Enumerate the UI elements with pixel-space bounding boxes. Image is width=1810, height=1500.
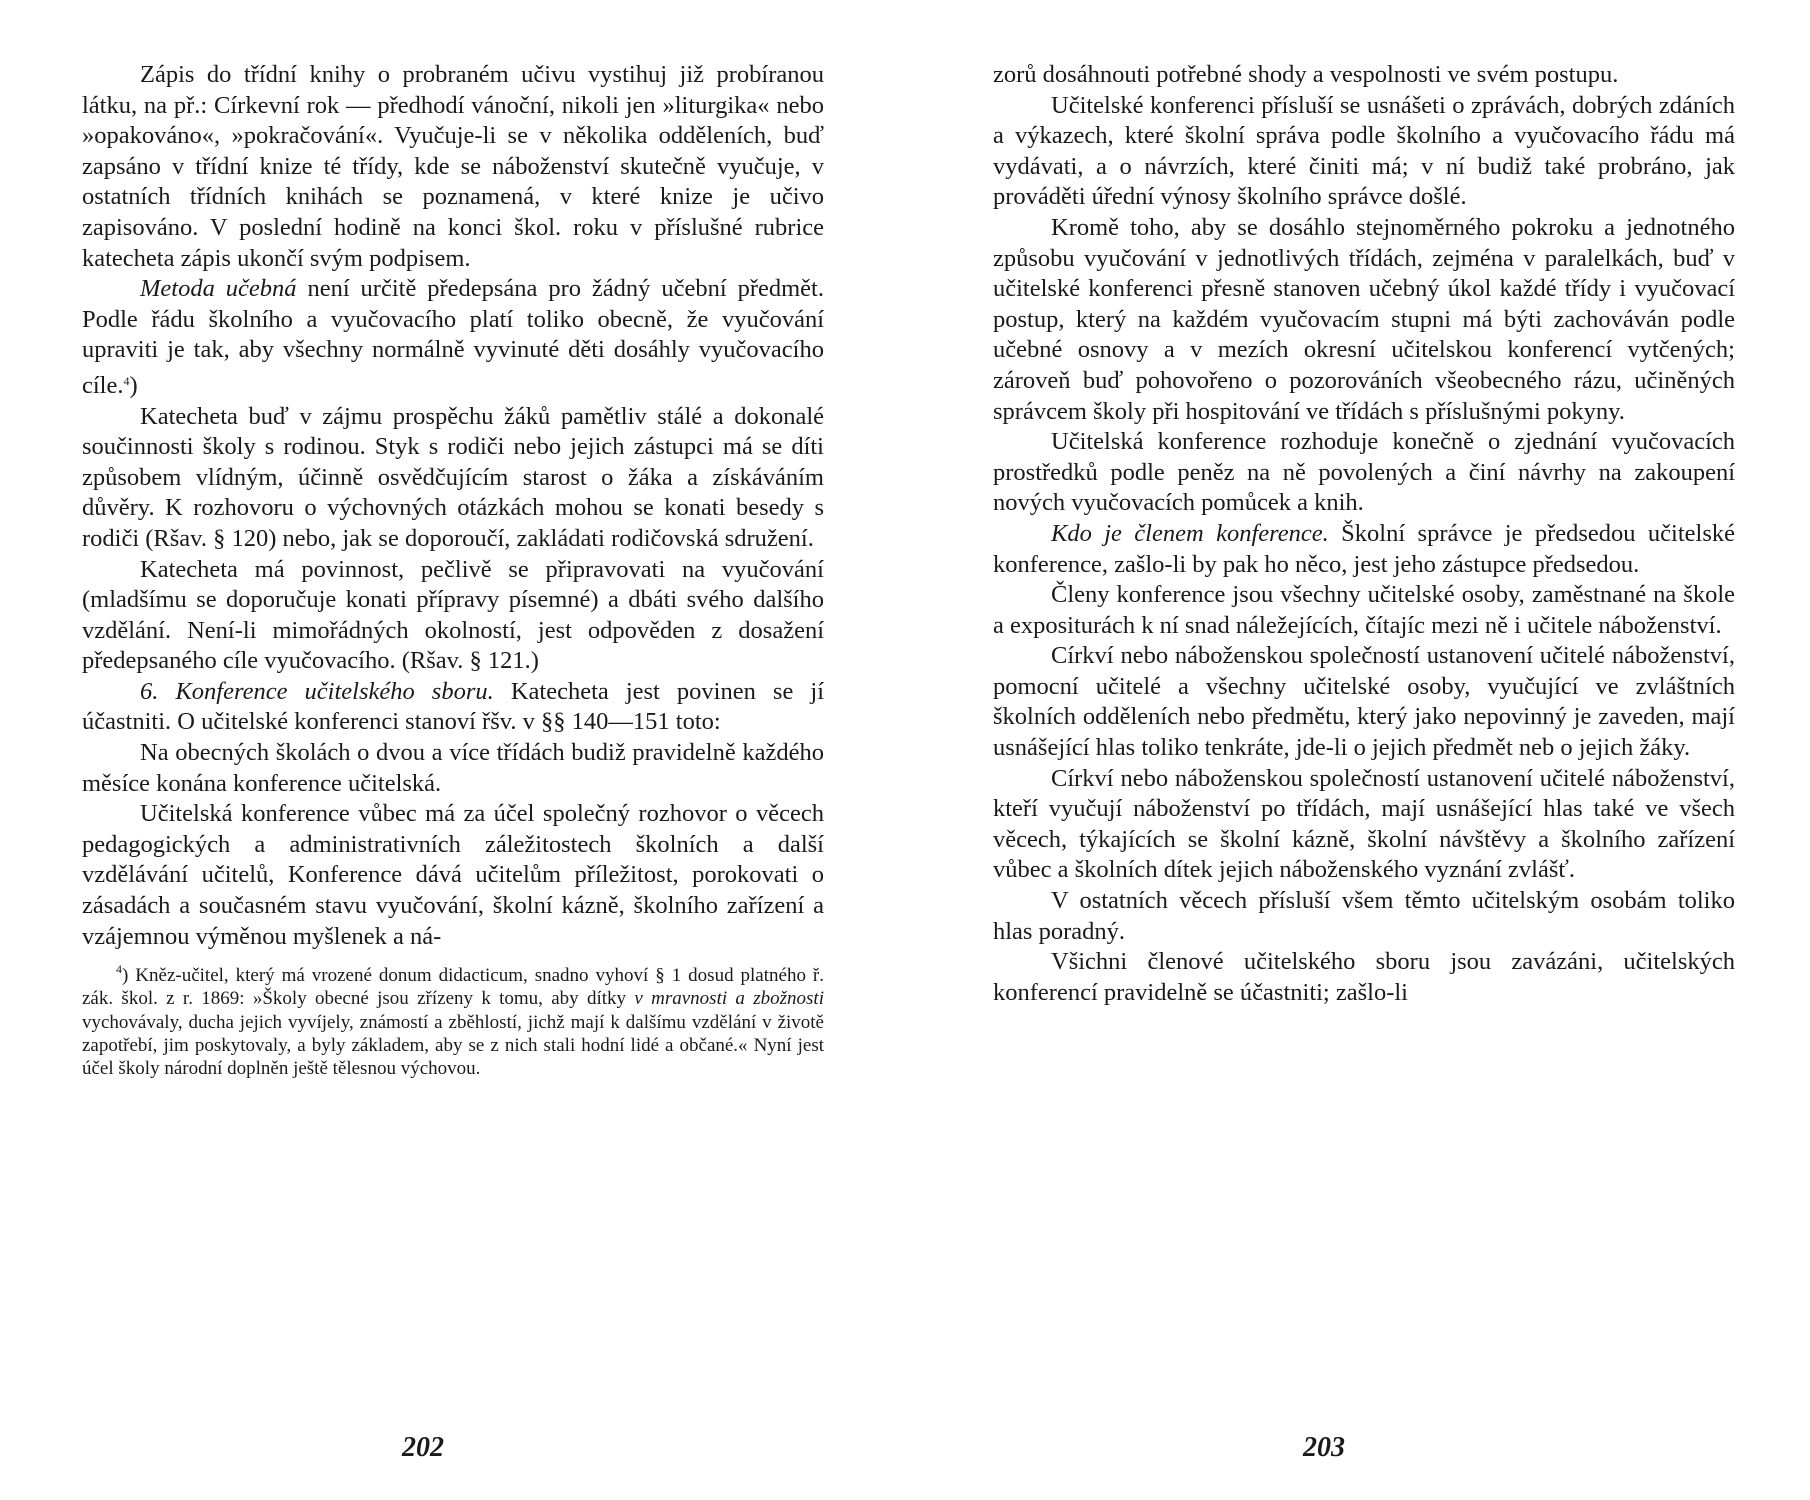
section-heading: Metoda učebná <box>140 275 297 303</box>
footnote: $^4$) Kněz-učitel, který má vrozené donum didacticum, snadno vyhoví § 1 dosud platného ř. zák. škol. z r. 1869: »Školy obecné jsou zřízeny k tomu, aby dítky v mravnosti a zbožnosti vychovávaly, ducha jejich vyvíjely, známostí a zběhlostí, jichž mají k dalšímu vzdělání v životě zapotřebí, jim poskytovaly, a byly základem, aby se z nich stali hodní lidé a občané.« Nyní jest účel školy národní doplněn ještě tělesnou výchovou. <box>82 962 824 1080</box>
paragraph: 6. Konference učitelského sboru. Katecheta jest povinen se jí účastniti. O učitelské konferenci stanoví řšv. v §§ 140—151 toto: <box>82 677 824 736</box>
section-heading: Kdo je členem konference. <box>1051 519 1329 547</box>
paragraph: Všichni členové učitelského sboru jsou zavázáni, učitelských konferencí pravidelně se účastniti; zašlo-li <box>993 948 1735 1006</box>
page-number: 202 <box>402 1432 444 1463</box>
page-number: 203 <box>1303 1432 1345 1463</box>
left-page <box>82 60 824 1480</box>
right-page-text <box>993 60 1735 1008</box>
paragraph: Církví nebo náboženskou společností ustanovení učitelé náboženství, pomocní učitelé a všechny učitelské osoby, vyučující ve zvláštních školních odděleních nebo předmětu, který jako nepovinný je zaveden, mají usnášející hlas toliko tenkráte, jde-li o jejich předmět neb o jejich žáky. <box>993 642 1735 762</box>
paragraph: Metoda učebná není určitě předepsána pro žádný učební předmět. Podle řádu školního a vyučovacího platí toliko obecně, že vyučování upraviti je tak, aby všechny normálně vyvinuté děti dosáhly vyučovacího cíle.$^4$) <box>82 275 824 399</box>
section-heading: 6. Konference učitelského sboru. <box>140 677 494 705</box>
footnote-mark: 4 <box>116 962 122 977</box>
paragraph: Učitelská konference vůbec má za účel společný rozhovor o věcech pedagogických a administrativních záležitostech školních a další vzdělávání učitelů, Konference dává učitelům příležitost, porokovati o zásadách a současném stavu vyučování, školní kázně, školního zařízení a vzájemnou výměnou myšlenek a ná- <box>82 800 824 950</box>
paragraph: V ostatních věcech přísluší všem těmto učitelským osobám toliko hlas poradný. <box>993 887 1735 945</box>
footnote-reference: 4 <box>123 373 130 388</box>
paragraph: Členy konference jsou všechny učitelské osoby, zaměstnané na škole a expositurách k ní snad náležejících, čítajíc mezi ně i učitele náboženství. <box>993 581 1735 639</box>
left-page-text <box>82 60 824 1080</box>
paragraph: Kromě toho, aby se dosáhlo stejnoměrného pokroku a jednotného způsobu vyučování v jednotlivých třídách, zejména v paralelkách, buď v učitelské konferenci přesně stanoven učebný úkol každé třídy i vyučovací postup, který na každém vyučovacím stupni má býti zachováván podle učebné osnovy a v mezích okresní učitelskou konferencí vytčených; zároveň buď pohovořeno o pozorováních všeobecného rázu, učiněných správcem školy při hospitování ve třídách s příslušnými pokyny. <box>993 213 1735 425</box>
paragraph: Na obecných školách o dvou a více třídách budiž pravidelně každého měsíce konána konference učitelská. <box>82 739 824 797</box>
paragraph: zorů dosáhnouti potřebné shody a vespolnosti ve svém postupu. <box>993 61 1619 88</box>
paragraph: Katecheta má povinnost, pečlivě se připravovati na vyučování (mladšímu se doporučuje konati přípravy písemné) a dbáti svého dalšího vzdělání. Není-li mimořádných okolností, jest odpověden z dosažení předepsaného cíle vyučovacího. (Ršav. § 121.) <box>82 555 824 675</box>
paragraph: Zápis do třídní knihy o probraném učivu vystihuj již probíranou látku, na př.: Církevní rok — předhodí vánoční, nikoli jen »liturgika« nebo »opakováno«, »pokračování«. Vyučuje-li se v několika odděleních, buď zapsáno v třídní knize té třídy, kde se náboženství skutečně vyučuje, v ostatních třídních knihách se poznamená, v které knize je učivo zapisováno. V poslední hodině na konci škol. roku v příslušné rubrice katecheta zápis ukončí svým podpisem. <box>82 61 824 272</box>
paragraph: Katecheta buď v zájmu prospěchu žáků pamětliv stálé a dokonalé součinnosti školy s rodinou. Styk s rodiči nebo jejich zástupci má se díti způsobem vlídným, účinně osvědčujícím starost o žáka a získáváním důvěry. K rozhovoru o výchovných otázkách mohou se konati besedy s rodiči (Ršav. § 120) nebo, jak se doporoučí, zakládati rodičovská sdružení. <box>82 402 824 552</box>
paragraph: Kdo je členem konference. Školní správce je předsedou učitelské konference, zašlo-li by pak ho něco, jest jeho zástupce předsedou. <box>993 519 1735 578</box>
paragraph: Učitelská konference rozhoduje konečně o zjednání vyučovacích prostředků podle peněz na ně povolených a činí návrhy na zakoupení nových vyučovacích pomůcek a knih. <box>993 428 1735 517</box>
right-page <box>993 60 1735 1480</box>
paragraph: Církví nebo náboženskou společností ustanovení učitelé náboženství, kteří vyučují náboženství po třídách, mají usnášející hlas také ve všech věcech, týkajících se školní kázně, školní návštěvy a školního zařízení vůbec a školních dítek jejich náboženského vyznání zvlášť. <box>993 764 1735 884</box>
paragraph: Učitelské konferenci přísluší se usnášeti o zprávách, dobrých zdáních a výkazech, které školní správa podle školního a vyučovacího řádu má vydávati, a o návrzích, které činiti má; v ní budiž také probráno, jak prováděti úřední výnosy školního správce došlé. <box>993 91 1735 211</box>
